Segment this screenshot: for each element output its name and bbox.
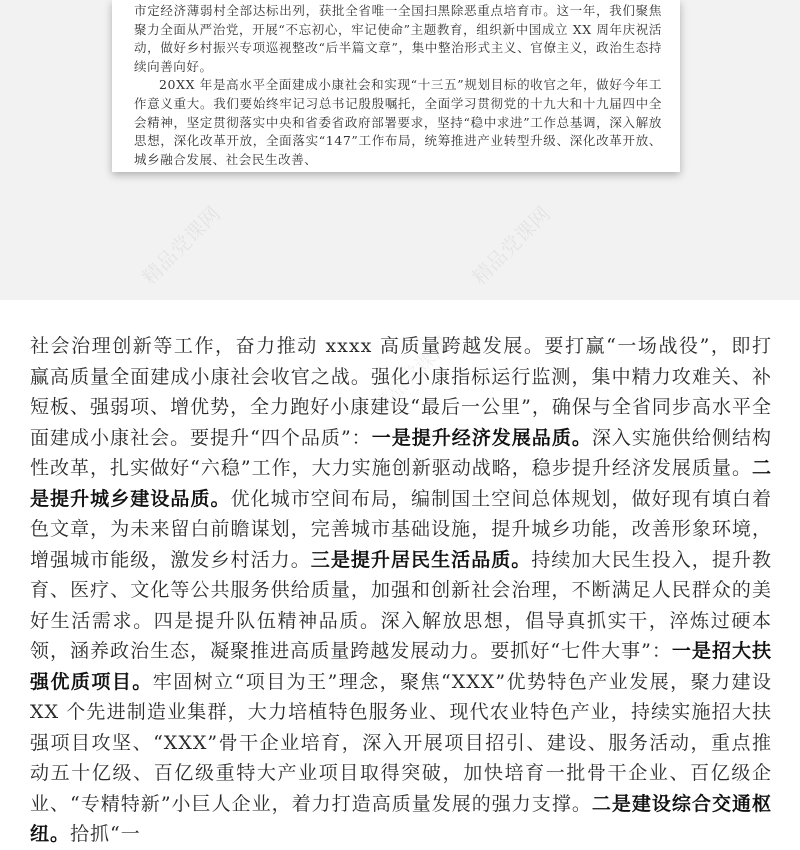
bold-heading: 二是提升城乡建设品质。 bbox=[30, 457, 772, 510]
body-text: 社会治理创新等工作，奋力推动 xxxx 高质量跨越发展。要打赢“一场战役”，即打赢高质量全面建成小康社会收官之战。强化小康指标运行监测，集中精力攻难关、补短板、强弱项、增优势，全力跑好小康建设“最后一公里”，确保与全省同步高水平全面建成小康社会。要提升“四个品质”： bbox=[30, 335, 772, 449]
body-paragraph bbox=[30, 331, 772, 850]
preview-paragraph-1: 市定经济薄弱村全部达标出列，获批全省唯一全国扫黑除恶重点培育市。这一年，我们聚焦聚力全面从严治党，开展“不忘初心，牢记使命”主题教育，组织新中国成立 XX 周年庆祝活动，做好乡村振兴专项巡视整改“后半篇文章”，集中整治形式主义、官僚主义，政治生态持续向善向好。 bbox=[134, 3, 662, 74]
watermark: 精品党课网 bbox=[367, 331, 455, 420]
body-text: 优化城市空间布局，编制国土空间总体规划，做好现有填白着色文章，为未来留白前瞻谋划，完善城市基础设施，提升城乡功能，改善形象环境，增强城市能级，激发乡村活力。 bbox=[30, 487, 772, 571]
body-text: 持续加大民生投入，提升教育、医疗、文化等公共服务供给质量，加强和创新社会治理，不断满足人民群众的美好生活需求。四是提升队伍精神品质。深入解放思想，倡导真抓实干，淬炼过硬本领，涵养政治生态，凝聚推进高质量跨越发展动力。要抓好“七件大事”： bbox=[30, 548, 772, 662]
watermark: 精品党课网 bbox=[137, 201, 225, 290]
bold-heading: 三是提升居民生活品质。 bbox=[310, 548, 532, 571]
body-text: 拾抓“一 bbox=[70, 823, 141, 845]
body-text: 深入实施供给侧结构性改革，扎实做好“六稳”工作，大力实施创新驱动战略，稳步提升经济发展质量。 bbox=[30, 426, 772, 479]
preview-paragraph-2: 20XX 年是高水平全面建成小康社会和实现“十三五”规划目标的收官之年，做好今年工作意义重大。我们要始终牢记习总书记殷殷嘱托，全面学习贯彻党的十九大和十九届四中全会精神，坚定贯彻落实中央和省委省政府部署要求，坚持“稳中求进”工作总基调，深入解放思想，深化改革开放，全面落实“147”工作布局，统筹推进产业转型升级、深化改革开放、城乡融合发展、社会民生改善、 bbox=[134, 77, 662, 167]
bold-heading: 二是建设综合交通枢纽。 bbox=[30, 792, 772, 845]
bold-heading: 一是提升经济发展品质。 bbox=[371, 426, 592, 449]
watermark: 精品党课网 bbox=[467, 201, 555, 290]
body-text: 牢固树立“项目为王”理念，聚焦“XXX”优势特色产业发展，聚力建设 XX 个先进制造业集群，大力培植特色服务业、现代农业特色产业，持续实施招大扶强项目攻坚、“XXX”骨干企业培育，深入开展项目招引、建设、服务活动，重点推动五十亿级、百亿级重特大产业项目取得突破，加快培育一批骨干企业、百亿级企业、“专精特新”小巨人企业，着力打造高质量发展的强力支撑。 bbox=[30, 670, 772, 815]
bold-heading: 一是招大扶强优质项目。 bbox=[30, 640, 772, 693]
document-page-preview bbox=[112, 0, 680, 172]
